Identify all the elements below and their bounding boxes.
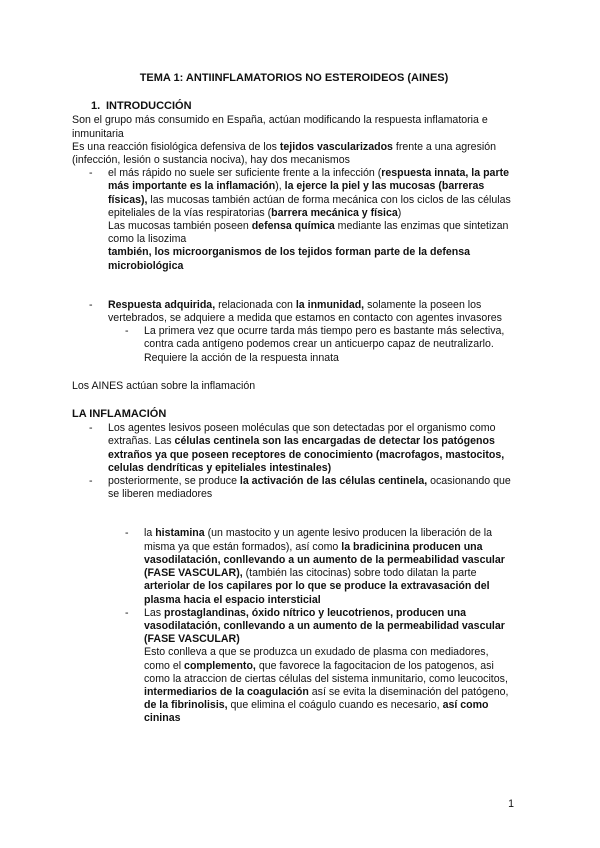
bold-text-segment: así como cininas	[144, 699, 489, 725]
text-segment: mediante las enzimas que sintetizan como la lisozima	[108, 220, 509, 246]
text-segment: que elimina el coágulo cuando es necesario,	[227, 699, 443, 712]
list-item-acquired-response	[72, 299, 516, 325]
text-segment: la	[144, 527, 156, 540]
text-segment: así se evita la diseminación del patógeno,	[308, 685, 509, 698]
aines-closing-text: Los AINES actúan sobre la inflamación	[72, 379, 256, 392]
bold-text-segment: arteriolar de los capilares por lo que se produce la extravasación del plasma hacia el espacio intersticial	[144, 580, 490, 606]
acquired-response-text	[108, 299, 516, 325]
list-dash: -	[89, 298, 93, 311]
text-segment: las mucosas también actúan de forma mecánica con los ciclos de las células epiteliales de la vías respiratorias (	[108, 193, 511, 219]
list-dash: -	[125, 606, 129, 619]
microbiological-defense-text	[108, 246, 516, 272]
page-number: 1	[508, 798, 514, 810]
text-segment: el más rápido no suele ser suficiente frente a la infección (	[108, 167, 382, 180]
text-segment: ),	[275, 180, 285, 193]
text-segment: posteriormente, se produce	[108, 475, 240, 488]
text-segment: solamente la poseen los vertebrados, se adquiere a medida que estamos en contacto con agentes invasores	[108, 298, 502, 325]
bold-text-segment: respuesta innata, la parte más importante es la inflamación	[108, 167, 509, 193]
text-segment: La primera vez que ocurre tarda más tiempo pero es bastante más selectiva, contra cada antígeno podemos crear un anticuerpo capaz de neutralizarlo. Requiere la acción de la respuesta innata	[144, 325, 505, 364]
bold-text-segment: barrera mecánica y física	[271, 206, 398, 219]
list-item-sentinel-cells	[72, 422, 516, 475]
activation-text	[108, 475, 516, 501]
text-segment: Es una reacción fisiológica defensiva de los	[72, 140, 280, 153]
list-dash: -	[125, 325, 129, 338]
bold-text-segment: de la fibrinolisis,	[144, 699, 228, 712]
bold-text-segment: intermediarios de la coagulación	[144, 685, 309, 698]
text-segment: frente a una agresión (infección, lesión o sustancia nociva), hay dos mecanismos	[72, 140, 497, 167]
bold-text-segment: tejidos vascularizados	[279, 140, 393, 153]
list-subitem-histamina	[72, 527, 516, 606]
list-dash: -	[89, 422, 93, 435]
list-dash: -	[89, 475, 93, 488]
list-item-activation	[72, 475, 516, 501]
text-segment: Esto conlleva a que se produzca un exudado de plasma con mediadores, como el	[144, 646, 489, 672]
bold-text-segment: la activación de las células centinela,	[239, 475, 428, 488]
bold-text-segment: la bradicinina producen una vasodilatación, conllevando a un aumento de la permeabilidad vascular (FASE VASCULAR),	[144, 540, 505, 580]
innate-response-text	[108, 167, 516, 220]
bold-text-segment: la inmunidad,	[295, 298, 365, 311]
list-subitem-first-exposure	[72, 325, 516, 365]
bold-text-segment: complemento,	[184, 659, 256, 672]
section-number: 1.	[91, 100, 101, 113]
section-heading-text: INTRODUCCIÓN	[106, 100, 192, 113]
text-segment: que favorece la fagocitacion de los patogenos, asi como la atraccion de ciertas células del sistema inmunitario, como leucocitos,	[144, 659, 508, 685]
mechanism-list	[72, 167, 516, 273]
bold-text-segment: defensa química	[251, 220, 335, 233]
prostaglandinas-text	[144, 607, 516, 647]
mechanism-list-2	[72, 299, 516, 365]
bold-text-segment: prostaglandinas, óxido nítrico y leucotrienos, producen una vasodilatación, conllevando a un aumento de la permeabilidad vascular (FASE VASCULAR)	[144, 606, 505, 646]
section-heading-inflamacion: LA INFLAMACIÓN	[72, 408, 167, 421]
bold-text-segment: Respuesta adquirida,	[108, 298, 216, 311]
bold-text-segment: la ejerce la piel y las mucosas (barreras físicas),	[108, 180, 485, 206]
text-segment: relacionada con	[215, 298, 296, 311]
text-segment: Las mucosas también poseen	[108, 220, 252, 233]
intro-paragraph: Son el grupo más consumido en España, actúan modificando la respuesta inflamatoria e inmunitaria	[72, 114, 488, 140]
bold-text-segment: células centinela son las encargadas de detectar los patógenos extraños ya que poseen receptores de conocimiento (macrofagos, mastocitos, celulas dendríticas y epiteliales intestinales)	[108, 435, 505, 474]
bold-text-segment: también, los microorganismos de los tejidos forman parte de la defensa microbiológica	[108, 246, 471, 272]
first-exposure-text	[144, 325, 516, 365]
bold-text-segment: histamina	[155, 527, 205, 540]
sentinel-cells-text	[108, 422, 516, 475]
list-item-innate-response	[72, 167, 516, 273]
text-segment: )	[397, 206, 402, 219]
document-title: TEMA 1: ANTIINFLAMATORIOS NO ESTEROIDEOS (AINES)	[139, 72, 449, 84]
text-segment: Los agentes lesivos poseen moléculas que son detectadas por el organismo como extrañas. Las	[108, 422, 496, 448]
text-segment: (un mastocito y un agente lesivo producen la liberación de la misma ya que están formados), así como	[144, 527, 493, 553]
list-subitem-prostaglandinas	[72, 607, 516, 726]
section-heading-introduccion	[91, 100, 516, 113]
text-segment: (también las citocinas) sobre todo dilatan la parte	[242, 567, 477, 580]
text-segment: Las	[144, 606, 165, 619]
chemical-defense-text	[108, 220, 516, 246]
inflammation-list	[72, 422, 516, 501]
exudate-text	[144, 646, 516, 725]
text-segment: ocasionando que se liberen mediadores	[108, 475, 511, 501]
list-dash: -	[89, 167, 93, 180]
defense-paragraph	[72, 141, 516, 167]
mediators-list	[72, 527, 516, 725]
histamina-text	[144, 527, 516, 606]
list-dash: -	[125, 527, 129, 540]
